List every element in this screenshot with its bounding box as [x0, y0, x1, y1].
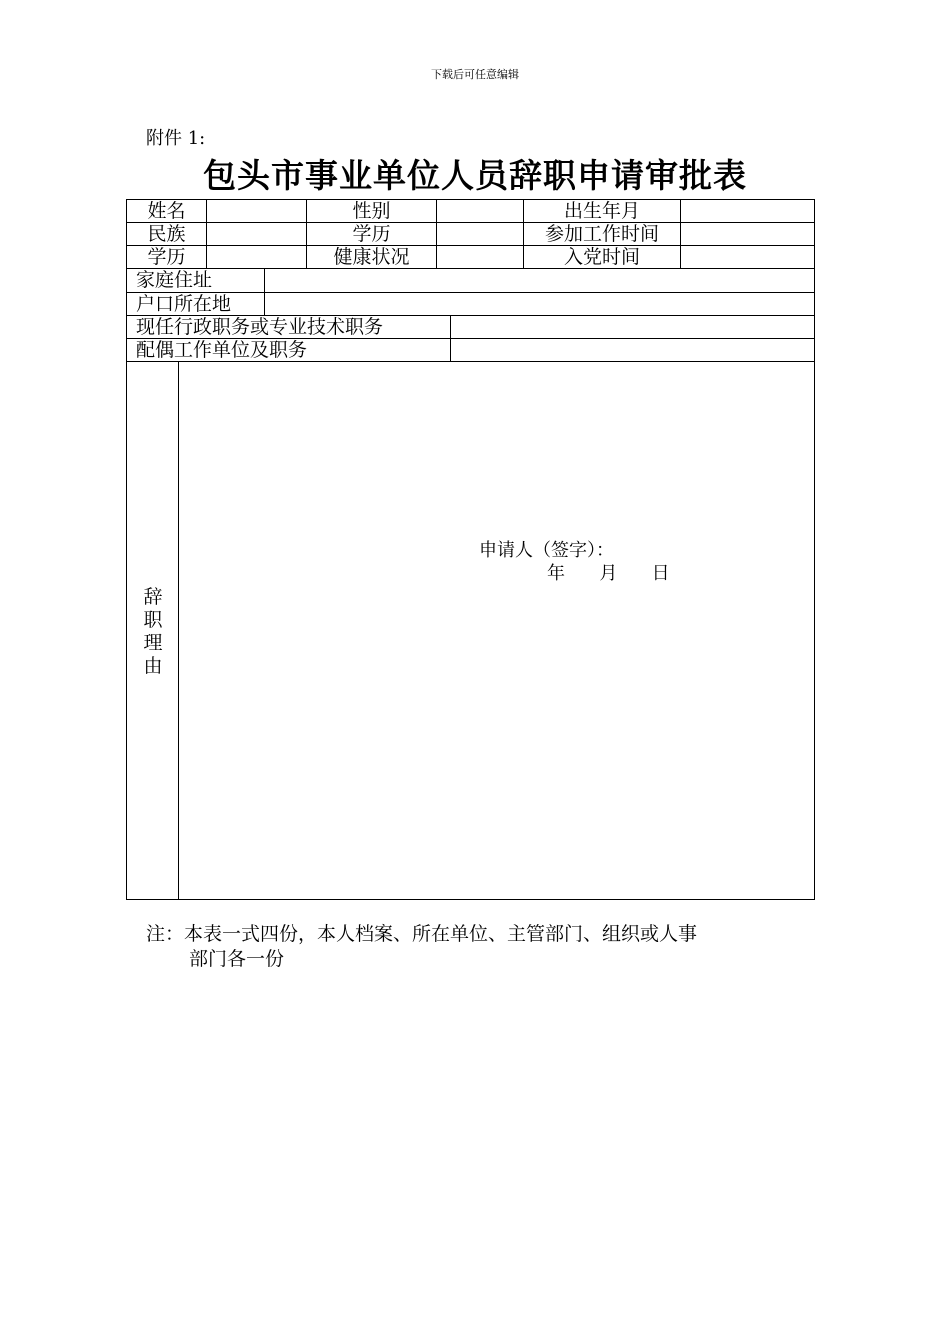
name-field[interactable]: [206, 199, 307, 223]
education-field-2[interactable]: [206, 245, 307, 269]
footnote-line-2: 部门各一份: [189, 948, 285, 970]
applicant-signature-label: 申请人（签字）：: [479, 540, 614, 561]
current-position-label: 现任行政职务或专业技术职务: [126, 315, 451, 339]
birth-field[interactable]: [680, 199, 815, 223]
application-form-table: [126, 199, 815, 900]
current-position-field[interactable]: [450, 315, 815, 339]
name-label: 姓名: [126, 199, 207, 223]
home-address-field[interactable]: [264, 268, 815, 293]
education-label-2: 学历: [126, 245, 207, 269]
gender-label: 性别: [306, 199, 437, 223]
reason-label-cell: [126, 361, 179, 900]
spouse-label: 配偶工作单位及职务: [126, 338, 451, 362]
household-field[interactable]: [264, 292, 815, 316]
birth-label: 出生年月: [523, 199, 681, 223]
spouse-field[interactable]: [450, 338, 815, 362]
education-field[interactable]: [436, 222, 524, 246]
ethnicity-field[interactable]: [206, 222, 307, 246]
party-join-label: 入党时间: [523, 245, 681, 269]
reason-label: 辞 职 理 由: [143, 586, 163, 677]
health-label: 健康状况: [306, 245, 437, 269]
ethnicity-label: 民族: [126, 222, 207, 246]
education-label: 学历: [306, 222, 437, 246]
document-title: 包头市事业单位人员辞职申请审批表: [203, 156, 747, 195]
work-start-label: 参加工作时间: [523, 222, 681, 246]
home-address-label: 家庭住址: [126, 268, 265, 293]
header-note: 下载后可任意编辑: [431, 68, 519, 81]
footnote: [146, 922, 816, 972]
reason-field[interactable]: [178, 361, 815, 900]
health-field[interactable]: [436, 245, 524, 269]
work-start-field[interactable]: [680, 222, 815, 246]
household-label: 户口所在地: [126, 292, 265, 316]
gender-field[interactable]: [436, 199, 524, 223]
date-line: 年 月 日: [547, 563, 670, 584]
party-join-field[interactable]: [680, 245, 815, 269]
footnote-line-1: 注：本表一式四份，本人档案、所在单位、主管部门、组织或人事: [146, 923, 698, 945]
attachment-label: 附件 1:: [146, 128, 206, 149]
